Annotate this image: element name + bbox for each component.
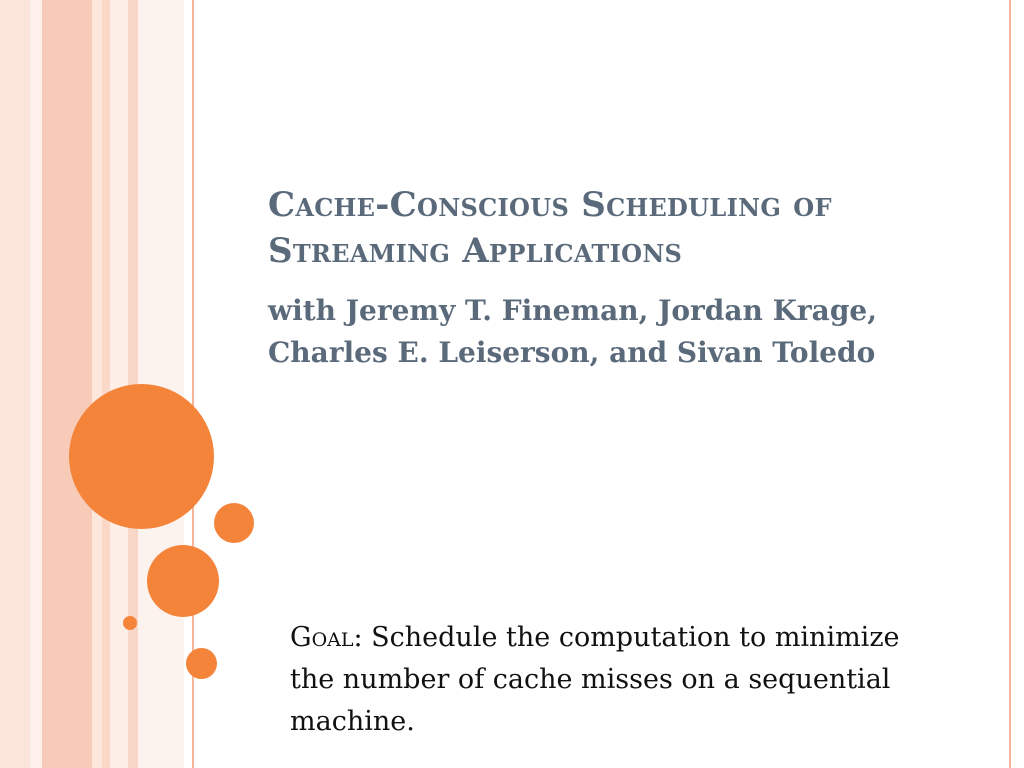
slide-subtitle: with Jeremy T. Fineman, Jordan Krage, Charles E. Leiserson, and Sivan Toledo	[268, 294, 877, 369]
stripe	[102, 0, 110, 768]
goal-label: Goal	[290, 622, 354, 653]
stripe	[30, 0, 42, 768]
stripe	[0, 0, 30, 768]
large-circle	[69, 384, 214, 529]
medium-circle	[147, 545, 219, 617]
stripe	[110, 0, 128, 768]
stripe	[42, 0, 92, 768]
slide-title: Cache-Conscious Scheduling of Streaming Applications	[268, 185, 832, 271]
small-circle	[214, 503, 254, 543]
small-circle	[186, 648, 217, 679]
tiny-circle	[123, 616, 137, 630]
goal-statement	[290, 617, 930, 743]
stripe	[92, 0, 102, 768]
right-divider-line	[1009, 0, 1011, 768]
goal-text: : Schedule the computation to minimize the number of cache misses on a sequential machine.	[290, 622, 900, 737]
